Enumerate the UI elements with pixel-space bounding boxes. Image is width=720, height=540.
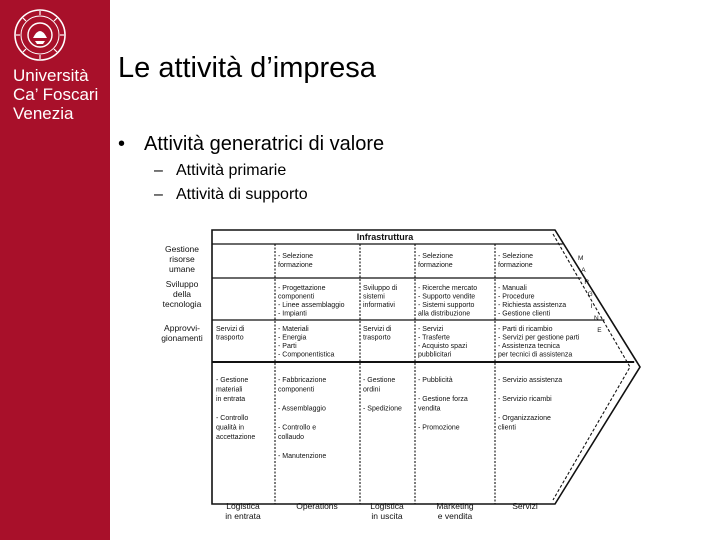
primary-activity-label: in uscita [371, 511, 403, 521]
tech-cell-text: - Ricerche mercato [418, 285, 478, 292]
support-row-label: Approvvi- [164, 323, 200, 333]
primary-cell-text: clienti [498, 424, 516, 432]
primary-activity-label: Marketing [436, 501, 474, 511]
support-row-label: tecnologia [162, 299, 202, 309]
procurement-cell-text: - Acquisto spazi [418, 343, 468, 350]
university-seal-icon [13, 8, 67, 62]
primary-cell-text: - Manutenzione [278, 453, 327, 460]
tech-cell-text: - Richiesta assistenza [498, 302, 567, 309]
primary-cell-text: vendita [418, 405, 441, 413]
value-chain-diagram [150, 224, 670, 528]
hr-cell-text: - Selezione [498, 253, 534, 260]
margin-label-letter: M [578, 255, 584, 262]
tech-cell-text: - Supporto vendite [418, 293, 476, 301]
infrastructure-label: Infrastruttura [356, 232, 414, 242]
tech-cell-text: - Linee assemblaggio [278, 302, 345, 309]
primary-activity-label: e vendita [437, 511, 473, 521]
primary-cell-text: collaudo [278, 434, 305, 441]
margin-label-letter: I [590, 303, 593, 310]
tech-cell-text: informativi [363, 302, 395, 309]
primary-cell-text: - Gestione forza [418, 396, 468, 403]
margin-label-letter: N [594, 315, 599, 322]
primary-cell-text: - Spedizione [363, 405, 402, 413]
procurement-cell-text: Servizi di [363, 326, 392, 333]
diagram-outline [212, 230, 640, 504]
primary-activity-label: Servizi [512, 501, 538, 511]
support-row-label: gionamenti [161, 333, 203, 343]
procurement-cell-text: trasporto [216, 334, 244, 342]
primary-cell-text: - Assemblaggio [278, 405, 326, 413]
university-name [13, 66, 98, 123]
primary-cell-text: - Fabbricazione [278, 377, 327, 384]
tech-cell-text: Sviluppo di [363, 285, 398, 292]
procurement-cell-text: Servizi di [216, 326, 245, 333]
support-row-label: risorse [169, 254, 195, 264]
subbullet-text: Attività primarie [176, 162, 287, 179]
bullet-list [118, 133, 384, 204]
hr-cell-text: formazione [418, 262, 453, 269]
primary-cell-text: - Servizio assistenza [498, 377, 563, 384]
support-row-label: umane [169, 264, 195, 274]
university-name-line: Università [13, 66, 89, 85]
support-row-label: Gestione [164, 244, 200, 254]
hr-cell-text: - Selezione [278, 253, 314, 260]
primary-activity-label: Operations [296, 501, 338, 511]
primary-activity-label: in entrata [225, 511, 261, 521]
tech-cell-text: sistemi [363, 293, 385, 301]
procurement-cell-text: - Servizi per gestione parti [498, 334, 580, 342]
procurement-cell-text: - Parti di ricambio [498, 326, 553, 333]
margin-label-letter: E [597, 327, 602, 334]
university-name-line: Venezia [13, 104, 74, 123]
primary-cell-text: componenti [278, 386, 315, 394]
procurement-cell-text: - Trasferte [418, 334, 450, 342]
tech-cell-text: alla distribuzione [418, 310, 471, 318]
procurement-cell-text: - Parti [278, 343, 297, 350]
margin-label-letter: A [581, 267, 586, 274]
university-name-line: Ca’ Foscari [13, 85, 99, 104]
tech-cell-text: - Sistemi supporto [418, 302, 475, 309]
primary-cell-text: materiali [216, 386, 243, 394]
procurement-cell-text: - Servizi [418, 326, 444, 333]
procurement-cell-text: per tecnici di assistenza [498, 351, 573, 359]
primary-cell-text: accettazione [216, 434, 256, 441]
slide-title: Le attività d’impresa [118, 52, 376, 84]
procurement-cell-text: - Assistenza tecnica [498, 343, 560, 350]
tech-cell-text: - Manuali [498, 285, 527, 292]
bullet-item: • Attività generatrici di valore [118, 133, 385, 155]
university-sidebar [0, 0, 110, 540]
hr-cell-text: - Selezione [418, 253, 454, 260]
procurement-cell-text: - Energia [278, 334, 307, 342]
procurement-cell-text: - Componentistica [278, 351, 335, 359]
tech-cell-text: - Gestione clienti [498, 310, 551, 318]
tech-cell-text: - Procedure [498, 293, 535, 301]
bullet-text: Attività generatrici di valore [144, 133, 385, 155]
subbullet-text: Attività di supporto [176, 186, 308, 203]
procurement-cell-text: trasporto [363, 334, 391, 342]
tech-cell-text: - Progettazione [278, 285, 326, 292]
subbullet-item: – Attività primarie [154, 162, 287, 179]
support-row-label: Sviluppo [165, 279, 199, 289]
primary-activity-label: Logistica [226, 501, 260, 511]
primary-cell-text: ordini [363, 386, 381, 394]
primary-cell-text: - Organizzazione [498, 415, 551, 422]
tech-cell-text: componenti [278, 293, 315, 301]
procurement-cell-text: pubblicitari [418, 351, 452, 359]
primary-cell-text: - Gestione [216, 377, 249, 384]
margin-label-letter: G [587, 291, 593, 298]
primary-cell-text: in entrata [216, 396, 246, 403]
hr-cell-text: formazione [278, 262, 313, 269]
primary-cell-text: - Gestione [363, 377, 396, 384]
primary-cell-text: - Controllo e [278, 424, 317, 432]
support-row-label: della [173, 289, 191, 299]
primary-cell-text: qualità in [216, 424, 245, 432]
primary-activity-label: Logistica [370, 501, 404, 511]
tech-cell-text: - Impianti [278, 310, 307, 318]
subbullet-item: – Attività di supporto [154, 186, 308, 203]
hr-cell-text: formazione [498, 262, 533, 269]
primary-cell-text: - Servizio ricambi [498, 396, 552, 403]
margin-label-letter: R [584, 279, 590, 286]
margin-line [553, 234, 630, 500]
primary-cell-text: - Promozione [418, 424, 460, 432]
procurement-cell-text: - Materiali [278, 326, 309, 333]
primary-cell-text: - Pubblicità [418, 377, 453, 384]
primary-cell-text: - Controllo [216, 415, 249, 422]
